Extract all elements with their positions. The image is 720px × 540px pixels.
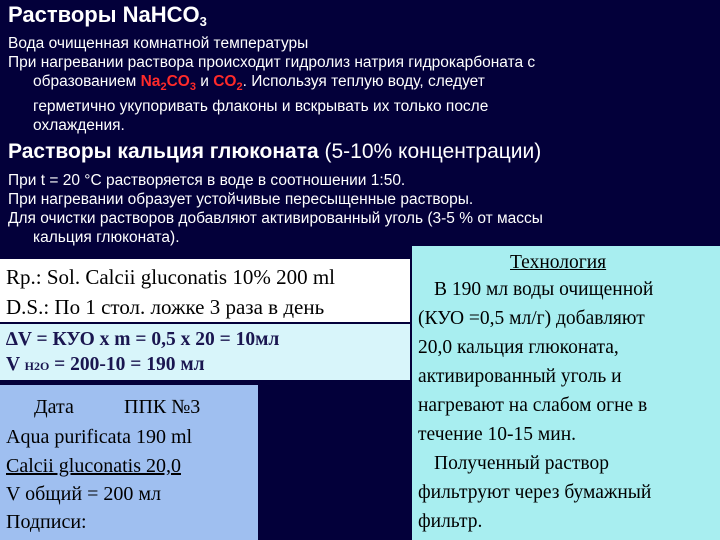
ppk-calcii: Calcii gluconatis 20,0 (6, 455, 181, 477)
text-line: При t = 20 °С растворяется в воде в соотношении 1:50. (8, 172, 406, 189)
tech-line: Полученный раствор (434, 453, 609, 474)
text-line: образованием $Na_2CO_3$ и $CO_2$. Используя теплую воду, следует (33, 73, 485, 94)
prescription-box (0, 259, 410, 322)
ppk-date: Дата (34, 396, 74, 418)
text-line: герметично укупоривать флаконы и вскрывать их только после (33, 98, 489, 116)
nahco3-text (8, 34, 535, 135)
tech-line: течение 10-15 мин. (418, 424, 577, 445)
text-line: При нагревании раствора происходит гидролиз натрия гидрокарбоната с (8, 54, 536, 71)
text-line: Вода очищенная комнатной температуры (8, 35, 309, 52)
volume-increase-formula: ∆V = КУО х m = 0,5 х 20 = 10мл (6, 329, 280, 350)
ppk-aqua: Aqua purificata 190 ml (6, 426, 193, 448)
signature-line: D.S.: По 1 стол. ложке 3 раза в день (6, 295, 325, 319)
calcium-gluconate-text (8, 171, 543, 247)
tech-line: фильтр. (418, 511, 483, 532)
text-line: Для очистки растворов добавляют активированный уголь (3-5 % от массы (8, 210, 543, 227)
text-line: охлаждения. (33, 117, 125, 135)
technology-box (412, 246, 720, 540)
tech-line: фильтруют через бумажный (418, 482, 652, 503)
tech-line: (КУО =0,5 мл/г) добавляют (418, 308, 645, 329)
text-line: кальция глюконата). (33, 229, 180, 246)
calculation-box (0, 324, 410, 380)
ppk-box (0, 385, 258, 540)
tech-line: активированный уголь и (418, 366, 622, 387)
water-volume-formula: V H2O = 200-10 = 190 мл (6, 354, 205, 375)
tech-line: 20,0 кальция глюконата, (418, 337, 619, 358)
ppk-total: V общий = 200 мл (6, 483, 161, 505)
title-calcium-gluconate: Растворы кальция глюконата (5-10% концентрации) (8, 140, 542, 163)
ppk-signatures: Подписи: (6, 511, 87, 533)
formula-co2: $CO_2$ (213, 73, 243, 94)
tech-line: В 190 мл воды очищенной (434, 279, 654, 300)
title-nahco3: Растворы NaHCO$_3$ (8, 2, 207, 29)
tech-line: нагревают на слабом огне в (418, 395, 648, 416)
formula-na2co3: $Na_2CO_3$ (140, 73, 196, 94)
ppk-number: ППК №3 (124, 396, 201, 418)
text-line: При нагревании образует устойчивые пересыщенные растворы. (8, 191, 474, 208)
technology-title: Технология (510, 252, 607, 273)
prescription-line: Rp.: Sol. Calcii gluconatis 10% 200 ml (6, 265, 335, 289)
